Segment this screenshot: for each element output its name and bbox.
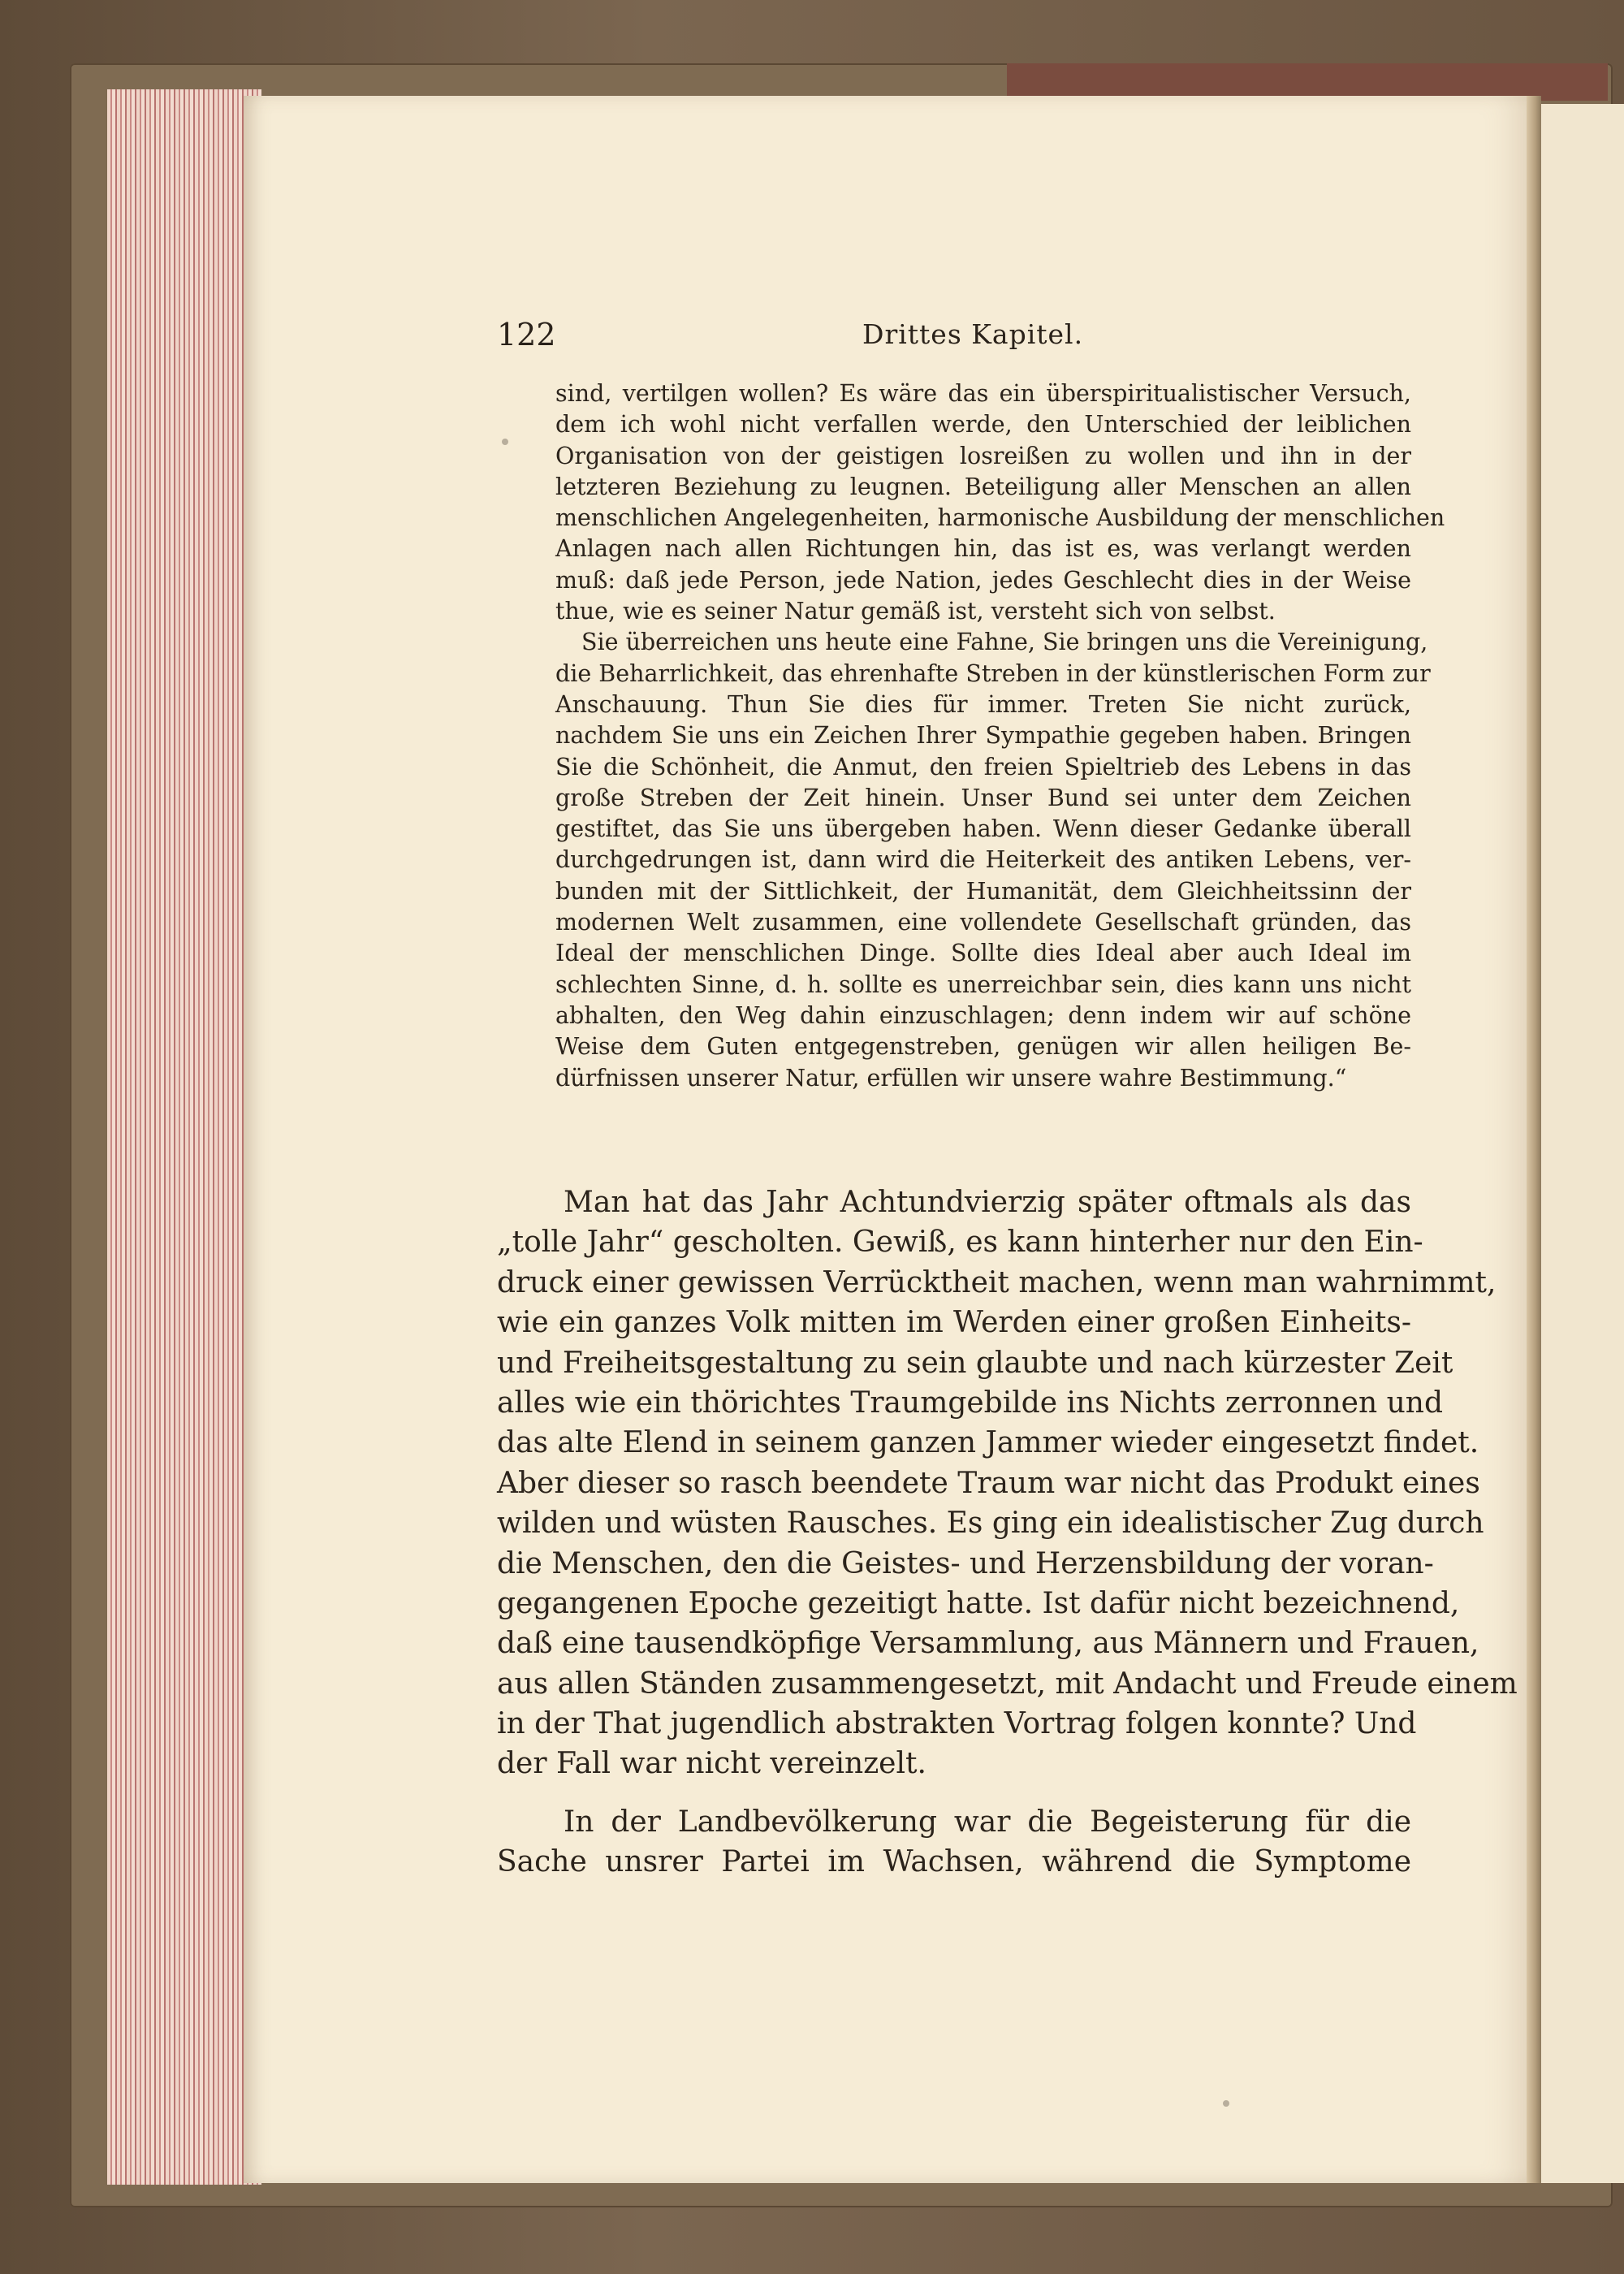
main-text-block bbox=[497, 1182, 1518, 1883]
text-line: dem ich wohl nicht verfallen werde, den Unterschied der leiblichen bbox=[555, 411, 1411, 439]
text-line: daß eine tausendköpfige Versammlung, aus Männern und Frauen, bbox=[497, 1627, 1479, 1661]
text-line: wie ein ganzes Volk mitten im Werden einer großen Einheits- bbox=[497, 1306, 1411, 1340]
text-line: „tolle Jahr“ gescholten. Gewiß, es kann hinterher nur den Ein- bbox=[497, 1226, 1423, 1260]
paragraph-gap bbox=[497, 1784, 1411, 1802]
text-line: muß: daß jede Person, jede Nation, jedes Geschlecht dies in der Weise bbox=[555, 566, 1411, 594]
text-line: Anschauung. Thun Sie dies für immer. Treten Sie nicht zurück, bbox=[555, 690, 1411, 718]
text-line: das alte Elend in seinem ganzen Jammer wieder eingesetzt findet. bbox=[497, 1426, 1479, 1460]
text-line: die Menschen, den die Geistes- und Herzensbildung der voran- bbox=[497, 1546, 1434, 1580]
text-line: wilden und wüsten Rausches. Es ging ein idealistischer Zug durch bbox=[497, 1507, 1484, 1541]
text-line: Organisation von der geistigen losreißen zu wollen und ihn in der bbox=[555, 442, 1411, 469]
text-line: Sache unsrer Partei im Wachsen, während die Symptome bbox=[497, 1845, 1411, 1879]
text-line: Weise dem Guten entgegenstreben, genügen wir allen heiligen Be- bbox=[555, 1033, 1411, 1061]
text-line: der Fall war nicht vereinzelt. bbox=[497, 1747, 926, 1781]
page-header bbox=[497, 317, 1415, 365]
text-line: durchgedrungen ist, dann wird die Heiterkeit des antiken Lebens, ver- bbox=[555, 846, 1411, 874]
text-line: und Freiheitsgestaltung zu sein glaubte und nach kürzester Zeit bbox=[497, 1346, 1453, 1380]
text-line: Sie die Schönheit, die Anmut, den freien Spieltrieb des Lebens in das bbox=[555, 753, 1411, 780]
text-line: Anlagen nach allen Richtungen hin, das ist es, was verlangt werden bbox=[555, 535, 1411, 563]
text-line: gegangenen Epoche gezeitigt hatte. Ist dafür nicht bezeichnend, bbox=[497, 1586, 1460, 1620]
page-edges bbox=[107, 89, 261, 2185]
text-line: letzteren Beziehung zu leugnen. Beteiligung aller Menschen an allen bbox=[555, 473, 1411, 500]
text-line: Aber dieser so rasch beendete Traum war nicht das Produkt eines bbox=[497, 1466, 1480, 1500]
text-line: menschlichen Angelegenheiten, harmonische Ausbildung der menschlichen bbox=[555, 504, 1445, 532]
text-line: die Beharrlichkeit, das ehrenhafte Streben in der künstlerischen Form zur bbox=[555, 659, 1431, 687]
text-line: bunden mit der Sittlichkeit, der Humanität, dem Gleichheitssinn der bbox=[555, 877, 1411, 905]
text-line: dürfnissen unserer Natur, erfüllen wir unsere wahre Bestimmung.“ bbox=[555, 1064, 1347, 1092]
text-line: sind, vertilgen wollen? Es wäre das ein überspiritualistischer Versuch, bbox=[555, 380, 1411, 407]
running-head: Drittes Kapitel. bbox=[862, 318, 1084, 350]
page-gutter bbox=[1527, 96, 1541, 2183]
text-line: nachdem Sie uns ein Zeichen Ihrer Sympathie gegeben haben. Bringen bbox=[555, 722, 1411, 750]
text-line: druck einer gewissen Verrücktheit machen, wenn man wahrnimmt, bbox=[497, 1265, 1497, 1299]
ink-speck bbox=[502, 439, 508, 445]
text-line: große Streben der Zeit hinein. Unser Bund sei unter dem Zeichen bbox=[555, 784, 1411, 811]
text-line: modernen Welt zusammen, eine vollendete Gesellschaft gründen, das bbox=[555, 909, 1411, 936]
text-line: In der Landbevölkerung war die Begeisterung für die bbox=[564, 1805, 1411, 1839]
quoted-speech-block bbox=[555, 378, 1445, 1094]
text-line: aus allen Ständen zusammengesetzt, mit Andacht und Freude einem bbox=[497, 1667, 1518, 1701]
page-number: 122 bbox=[497, 317, 556, 352]
facing-page-edge bbox=[1541, 104, 1624, 2183]
text-line: abhalten, den Weg dahin einzuschlagen; denn indem wir auf schöne bbox=[555, 1001, 1411, 1029]
text-line: gestiftet, das Sie uns übergeben haben. Wenn dieser Gedanke überall bbox=[555, 815, 1411, 843]
text-line: thue, wie es seiner Natur gemäß ist, versteht sich von selbst. bbox=[555, 598, 1276, 625]
text-line: Ideal der menschlichen Dinge. Sollte dies Ideal aber auch Ideal im bbox=[555, 940, 1411, 967]
text-line: alles wie ein thörichtes Traumgebilde ins Nichts zerronnen und bbox=[497, 1386, 1443, 1420]
text-line: in der That jugendlich abstrakten Vortrag folgen konnte? Und bbox=[497, 1707, 1417, 1741]
text-line: Man hat das Jahr Achtundvierzig später oftmals als das bbox=[564, 1186, 1411, 1219]
text-line: schlechten Sinne, d. h. sollte es unerreichbar sein, dies kann uns nicht bbox=[555, 971, 1411, 998]
ink-speck bbox=[1223, 2100, 1229, 2107]
text-line: Sie überreichen uns heute eine Fahne, Sie bringen uns die Vereinigung, bbox=[581, 629, 1428, 656]
